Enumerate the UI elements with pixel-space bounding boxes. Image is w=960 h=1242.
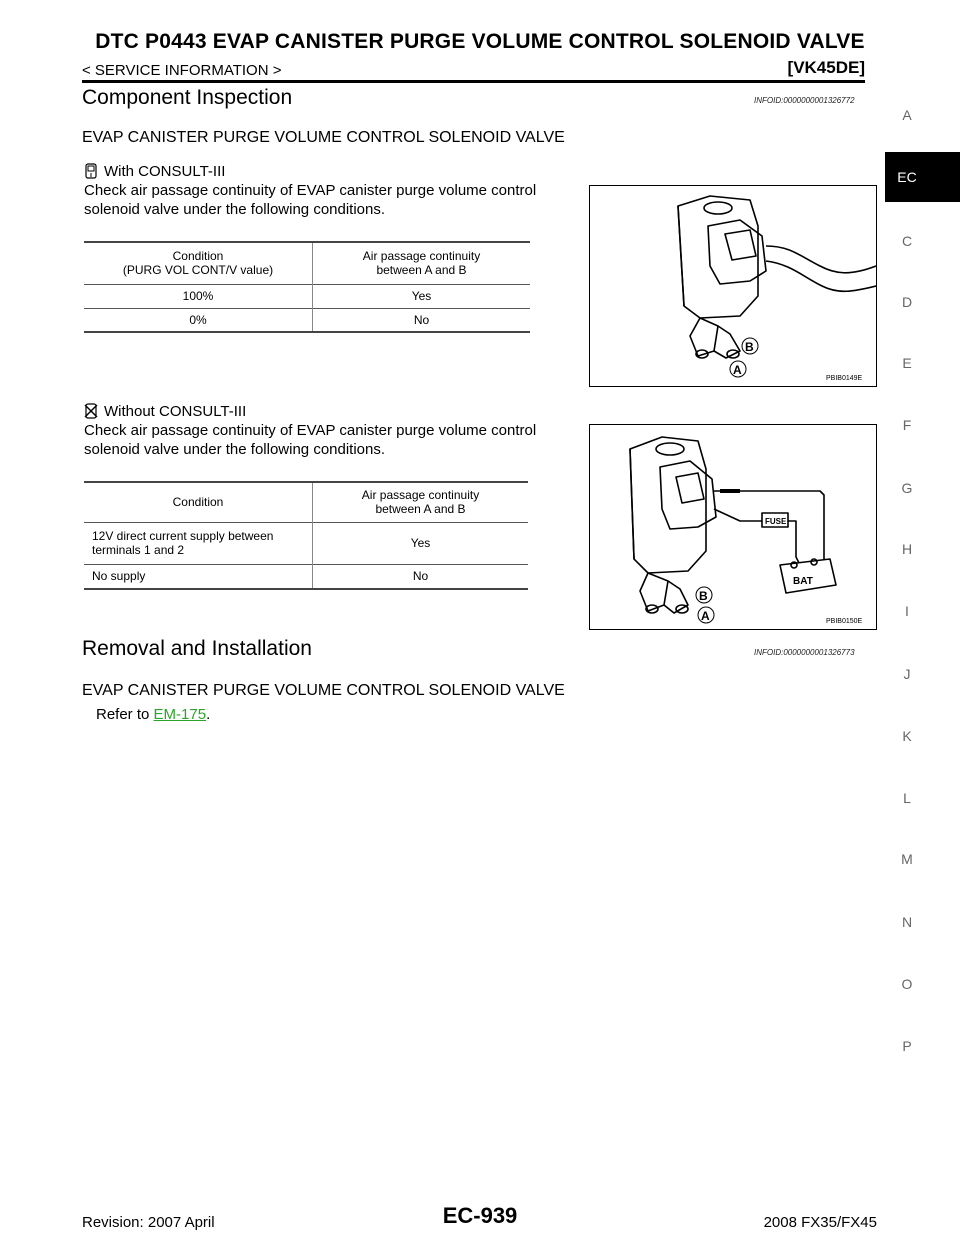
sidebar-item-l[interactable]: L — [903, 790, 911, 806]
table-header-condition: Condition — [172, 495, 224, 510]
sidebar-item-e[interactable]: E — [902, 355, 912, 371]
sidebar-item-k[interactable]: K — [902, 728, 912, 744]
removal-installation-infoid: INFOID:0000000001326773 — [754, 648, 855, 657]
sidebar-item-ec-active[interactable] — [885, 152, 960, 202]
header-section-label: < SERVICE INFORMATION > — [82, 62, 282, 79]
component-inspection-title: Component Inspection — [82, 86, 293, 109]
table-header-continuity: Air passage continuity between A and B — [313, 482, 529, 522]
sidebar-item-o[interactable]: O — [901, 976, 913, 992]
refer-suffix: . — [206, 706, 211, 723]
em-175-link[interactable]: EM-175 — [153, 706, 207, 723]
sidebar-item-h[interactable]: H — [901, 541, 913, 557]
sidebar-item-f[interactable]: F — [902, 417, 912, 433]
sidebar-item-p[interactable]: P — [902, 1038, 912, 1054]
table-cell: 12V direct current supply between terminals 1 and 2 — [92, 529, 274, 557]
sidebar-item-i[interactable]: I — [905, 603, 909, 619]
sidebar-item-d[interactable]: D — [901, 294, 913, 310]
solenoid-battery-illustration — [590, 425, 876, 629]
without-consult-text-2: solenoid valve under the following conditions. — [84, 441, 386, 458]
table-header-row — [84, 242, 530, 284]
port-b-label: B — [745, 340, 754, 354]
port-a-label: A — [733, 363, 742, 377]
with-consult-label-row — [84, 162, 225, 182]
sidebar-item-c[interactable]: C — [901, 233, 913, 249]
solenoid-figure-consult — [589, 185, 877, 387]
port-b-label: B — [699, 589, 708, 603]
removal-installation-title: Removal and Installation — [82, 637, 312, 660]
figure-code: PBIB0150E — [826, 618, 863, 625]
table-header-continuity: Air passage continuity between A and B — [313, 242, 531, 284]
table-row — [84, 284, 530, 308]
header-engine-label: [VK45DE] — [787, 58, 865, 77]
table-row — [84, 522, 528, 564]
no-consult-tool-icon — [84, 403, 98, 419]
sidebar-item-label: EC — [897, 169, 917, 185]
refer-line — [96, 705, 210, 725]
table-cell: Yes — [313, 522, 529, 564]
header-rule — [82, 80, 865, 83]
table-cell: 0% — [189, 312, 207, 327]
without-consult-label-row — [84, 402, 246, 422]
battery-label: BAT — [793, 576, 813, 587]
table-cell: 100% — [182, 289, 214, 303]
table-row — [84, 564, 528, 589]
page-header-title: DTC P0443 EVAP CANISTER PURGE VOLUME CONTROL SOLENOID VALVE — [95, 30, 865, 53]
footer-revision: Revision: 2007 April — [82, 1214, 215, 1231]
with-consult-label: With CONSULT-III — [104, 163, 226, 180]
sidebar-item-n[interactable]: N — [901, 914, 913, 930]
with-consult-table — [84, 241, 530, 333]
footer-page-number: EC-939 — [442, 1203, 518, 1228]
sidebar-item-g[interactable]: G — [901, 480, 913, 496]
sidebar-item-m[interactable]: M — [901, 851, 913, 867]
figure-code: PBIB0149E — [826, 375, 863, 382]
section-index-sidebar — [885, 0, 960, 1242]
solenoid-valve-illustration — [590, 186, 876, 386]
solenoid-figure-battery — [589, 424, 877, 630]
table-cell: Yes — [313, 284, 531, 308]
with-consult-text-1: Check air passage continuity of EVAP canister purge volume control — [84, 182, 537, 199]
sidebar-item-j[interactable]: J — [903, 666, 911, 682]
component-inspection-infoid: INFOID:0000000001326772 — [754, 96, 855, 105]
table-cell: No — [313, 564, 529, 589]
table-cell: No — [313, 308, 531, 332]
table-cell: No supply — [92, 569, 146, 584]
without-consult-label: Without CONSULT-III — [104, 403, 247, 420]
footer-model: 2008 FX35/FX45 — [763, 1214, 877, 1231]
component-inspection-subheading: EVAP CANISTER PURGE VOLUME CONTROL SOLENOID VALVE — [82, 129, 565, 146]
table-header-condition: Condition (PURG VOL CONT/V value) — [122, 249, 274, 278]
sidebar-item-a[interactable]: A — [902, 107, 912, 123]
table-row — [84, 308, 530, 332]
consult-tool-icon — [84, 163, 98, 179]
port-a-label: A — [701, 609, 710, 623]
fuse-label: FUSE — [765, 517, 787, 526]
refer-prefix: Refer to — [96, 706, 154, 723]
without-consult-table — [84, 481, 528, 590]
without-consult-text-1: Check air passage continuity of EVAP canister purge volume control — [84, 422, 537, 439]
table-header-row — [84, 482, 528, 522]
removal-installation-subheading: EVAP CANISTER PURGE VOLUME CONTROL SOLENOID VALVE — [82, 682, 565, 699]
with-consult-text-2: solenoid valve under the following conditions. — [84, 201, 386, 218]
